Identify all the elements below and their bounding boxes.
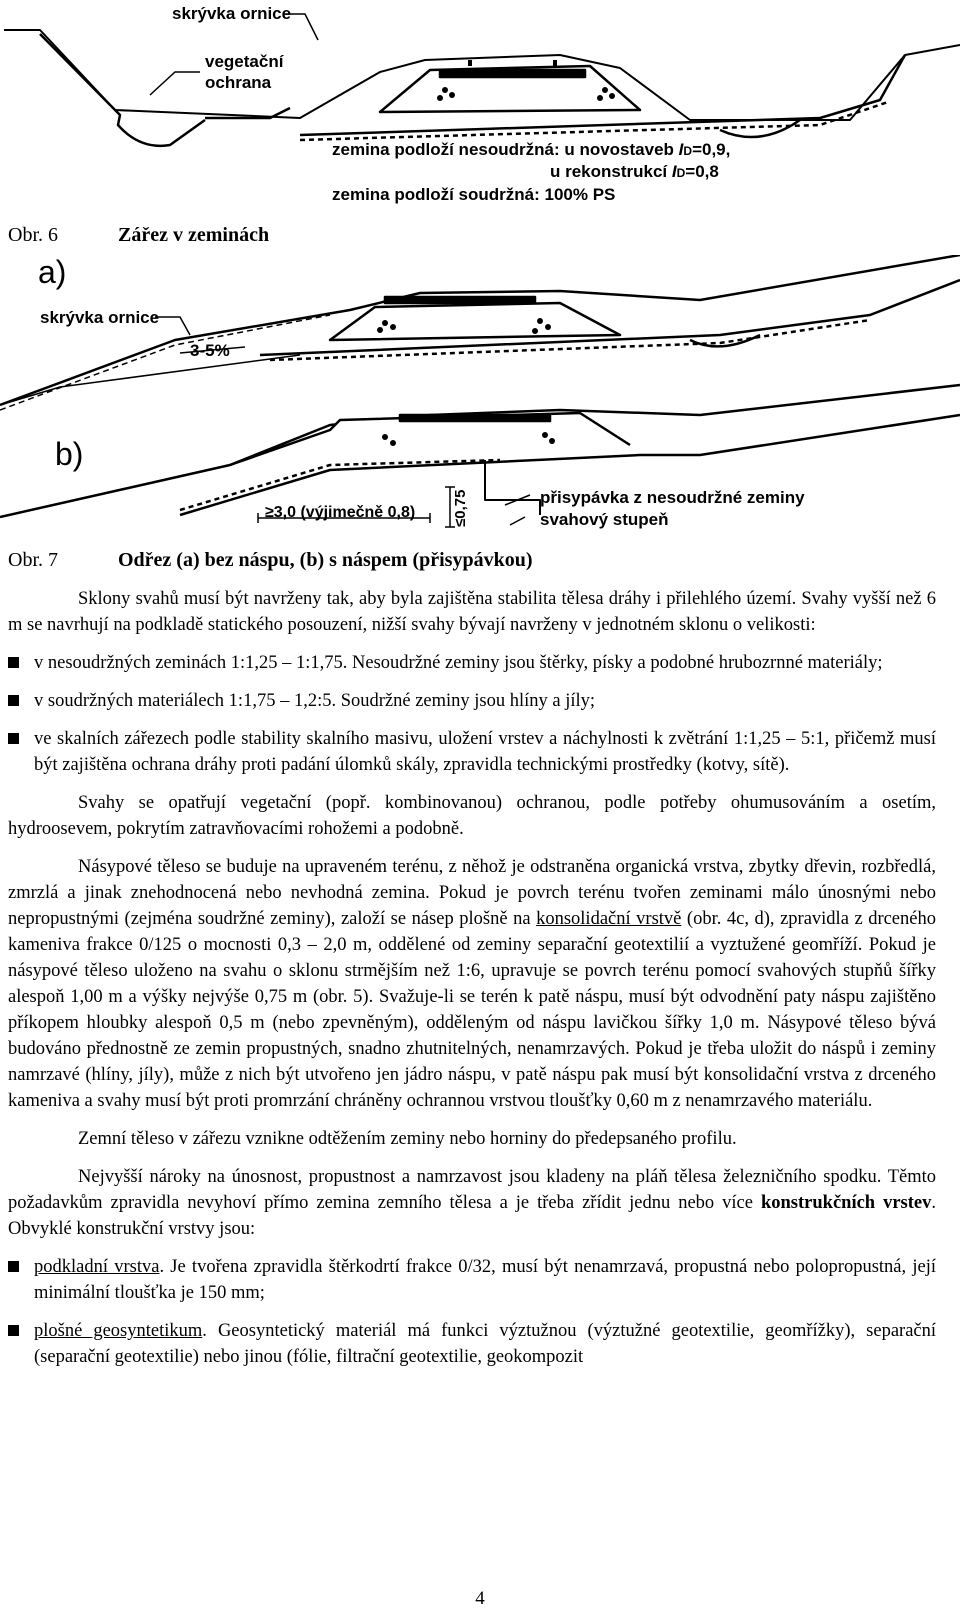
cut-with-embankment-drawing xyxy=(0,255,960,535)
construction-layers-term: konstrukčních vrstev xyxy=(760,1193,932,1213)
figure-7-title: Odřez (a) bez náspu, (b) s náspem (přisypávkou) xyxy=(118,549,533,571)
paragraph-embankment: Násypové těleso se buduje na upraveném terénu, z něhož je odstraněna organická vrstva, zbytky dřevin, rozbředlá, zmrzlá a jinak znehodnocená nebo nevhodná zemina. Pokud je povrch terénu tvořen zeminami málo únosnými nebo nepropustnými (zejména soudržné zeminy), založí se násep plošně na konsolidační vrstvě (obr. 4c, d), zpravidla z drceného kameniva frakce 0/125 o mocnosti 0,3 – 2,0 m, oddělené od zeminy separační geotextilií a vyztužené geomříží. Pokud je násypové těleso uloženo na svahu o sklonu strmějším než 1:6, upravuje se povrch terénu pomocí svahových stupňů šířky alespoň 1,00 m a výšky nejvýše 0,75 m (obr. 5). Svažuje-li se terén k patě náspu, musí být odvodnění paty náspu zajištěno příkopem hloubky alespoň 0,5 m (nebo zpevněným), odděleným od náspu lavičkou šířky 1,0 m. Násypové těleso bývá budováno přednostně ze zemin propustných, snadno zhutnitelných, nenamrzavých. Pokud je třeba uložit do náspů i zeminy namrzavé (hlíny, jíly), může z nich být utvořeno jen jádro náspu, v patě náspu pak musí být konsolidační vrstva z drceného kameniva a svahy musí být proti promrzání chráněny ochrannou vrstvou tloušťky 0,60 m z nenamrzavého materiálu. xyxy=(8,857,936,1111)
list-item xyxy=(8,688,936,714)
slope-label: 3-5% xyxy=(190,341,230,360)
list-item-text: ve skalních zářezech podle stability skalního masivu, uložení vrstev a náchylnosti k zvětrání 1:1,25 – 5:1, přičemž musí být zajištěna ochrana dráhy proti padání úlomků skály, zpravidla technickými prostředky (kotvy, sítě). xyxy=(34,729,936,775)
vegetation-label-1: vegetační xyxy=(205,52,284,71)
figure-7-cut-diagram xyxy=(0,255,960,535)
bullet-square-icon xyxy=(8,1261,19,1272)
paragraph-vegetation: Svahy se opatřují vegetační (popř. kombinovanou) ochranou, podle potřeby ohumusováním a osetím, hydroosevem, pokrytím zatravňovacími rohožemi a podobně. xyxy=(8,793,936,839)
list-item xyxy=(8,726,936,778)
variant-b-label: b) xyxy=(55,436,84,472)
paragraph-slopes: Sklony svahů musí být navrženy tak, aby byla zajištěna stabilita tělesa dráhy i přilehlého území. Svahy vyšší než 6 m se navrhují na podkladě statického posouzení, nižší svahy bývají navrženy v jednotném sklonu o velikosti: xyxy=(8,589,936,635)
list-item xyxy=(8,650,936,676)
list-item-text: . Geosyntetický materiál má funkci výztužnou (výztužné geotextilie, geomřížky), separační (separační geotextilie) nebo jinou (fólie, filtrační geotextilie, geokompozit xyxy=(34,1321,937,1367)
reconstruction-label: u rekonstrukcí ID=0,8 xyxy=(550,162,719,181)
bullet-square-icon xyxy=(8,1325,19,1336)
paragraph-cut: Zemní těleso v zářezu vznikne odtěžením zeminy nebo horniny do předepsaného profilu. xyxy=(78,1129,737,1149)
figure-7-number: Obr. 7 xyxy=(8,549,58,571)
list-item-text: v soudržných materiálech 1:1,75 – 1,2:5. Soudržné zeminy jsou hlíny a jíly; xyxy=(34,691,596,711)
figure-6-number: Obr. 6 xyxy=(8,224,58,246)
consolidation-layer-term: konsolidační vrstvě xyxy=(536,909,682,929)
step-width-label: ≥3,0 (výjimečně 0,8) xyxy=(265,504,416,521)
bullet-square-icon xyxy=(8,733,19,744)
layer-list xyxy=(8,1254,936,1370)
variant-a-label: a) xyxy=(38,255,67,290)
fill-label: přisypávka z nesoudržné zeminy xyxy=(540,488,805,507)
topsoil-label-7: skrývka ornice xyxy=(40,308,160,327)
list-item-term: plošné geosyntetikum xyxy=(34,1321,203,1341)
figure-6-cut-diagram xyxy=(0,0,960,210)
list-item-text: v nesoudržných zeminách 1:1,25 – 1:1,75. Nesoudržné zeminy jsou štěrky, písky a podobné hrubozrnné materiály; xyxy=(34,653,883,673)
page-number: 4 xyxy=(475,1588,485,1609)
list-item-text: . Je tvořena zpravidla štěrkodrtí frakce 0/32, musí být nenamrzavá, propustná nebo polopropustná, její minimální tloušťka je 150 mm; xyxy=(34,1257,936,1303)
noncohesive-subsoil-label: zemina podloží nesoudržná: u novostaveb ID=0,9, xyxy=(332,140,731,159)
bullet-square-icon xyxy=(8,695,19,706)
list-item xyxy=(8,1318,936,1370)
slope-step-label: svahový stupeň xyxy=(540,510,669,529)
bullet-square-icon xyxy=(8,657,19,668)
vegetation-label-2: ochrana xyxy=(205,73,272,92)
list-item-term: podkladní vrstva xyxy=(34,1257,160,1277)
slope-list xyxy=(8,650,936,778)
paragraph-layers: Nejvyšší nároky na únosnost, propustnost a namrzavost jsou kladeny na pláň tělesa železničního spodku. Těmto požadavkům zpravidla nevyhoví přímo zemina zemního tělesa a je třeba zřídit jednu nebo více konstrukčních vrstev. Obvyklé konstrukční vrstvy jsou: xyxy=(8,1167,936,1239)
figure-6-caption xyxy=(8,224,269,247)
cohesive-subsoil-label: zemina podloží soudržná: 100% PS xyxy=(332,185,616,204)
list-item xyxy=(8,1254,936,1306)
cut-cross-section-drawing xyxy=(0,0,960,210)
step-height-label: ≤0,75 xyxy=(452,489,469,527)
figure-7-caption xyxy=(8,549,532,572)
topsoil-label: skrývka ornice xyxy=(172,4,292,23)
figure-6-title: Zářez v zeminách xyxy=(118,224,270,246)
body-text xyxy=(8,586,936,1382)
